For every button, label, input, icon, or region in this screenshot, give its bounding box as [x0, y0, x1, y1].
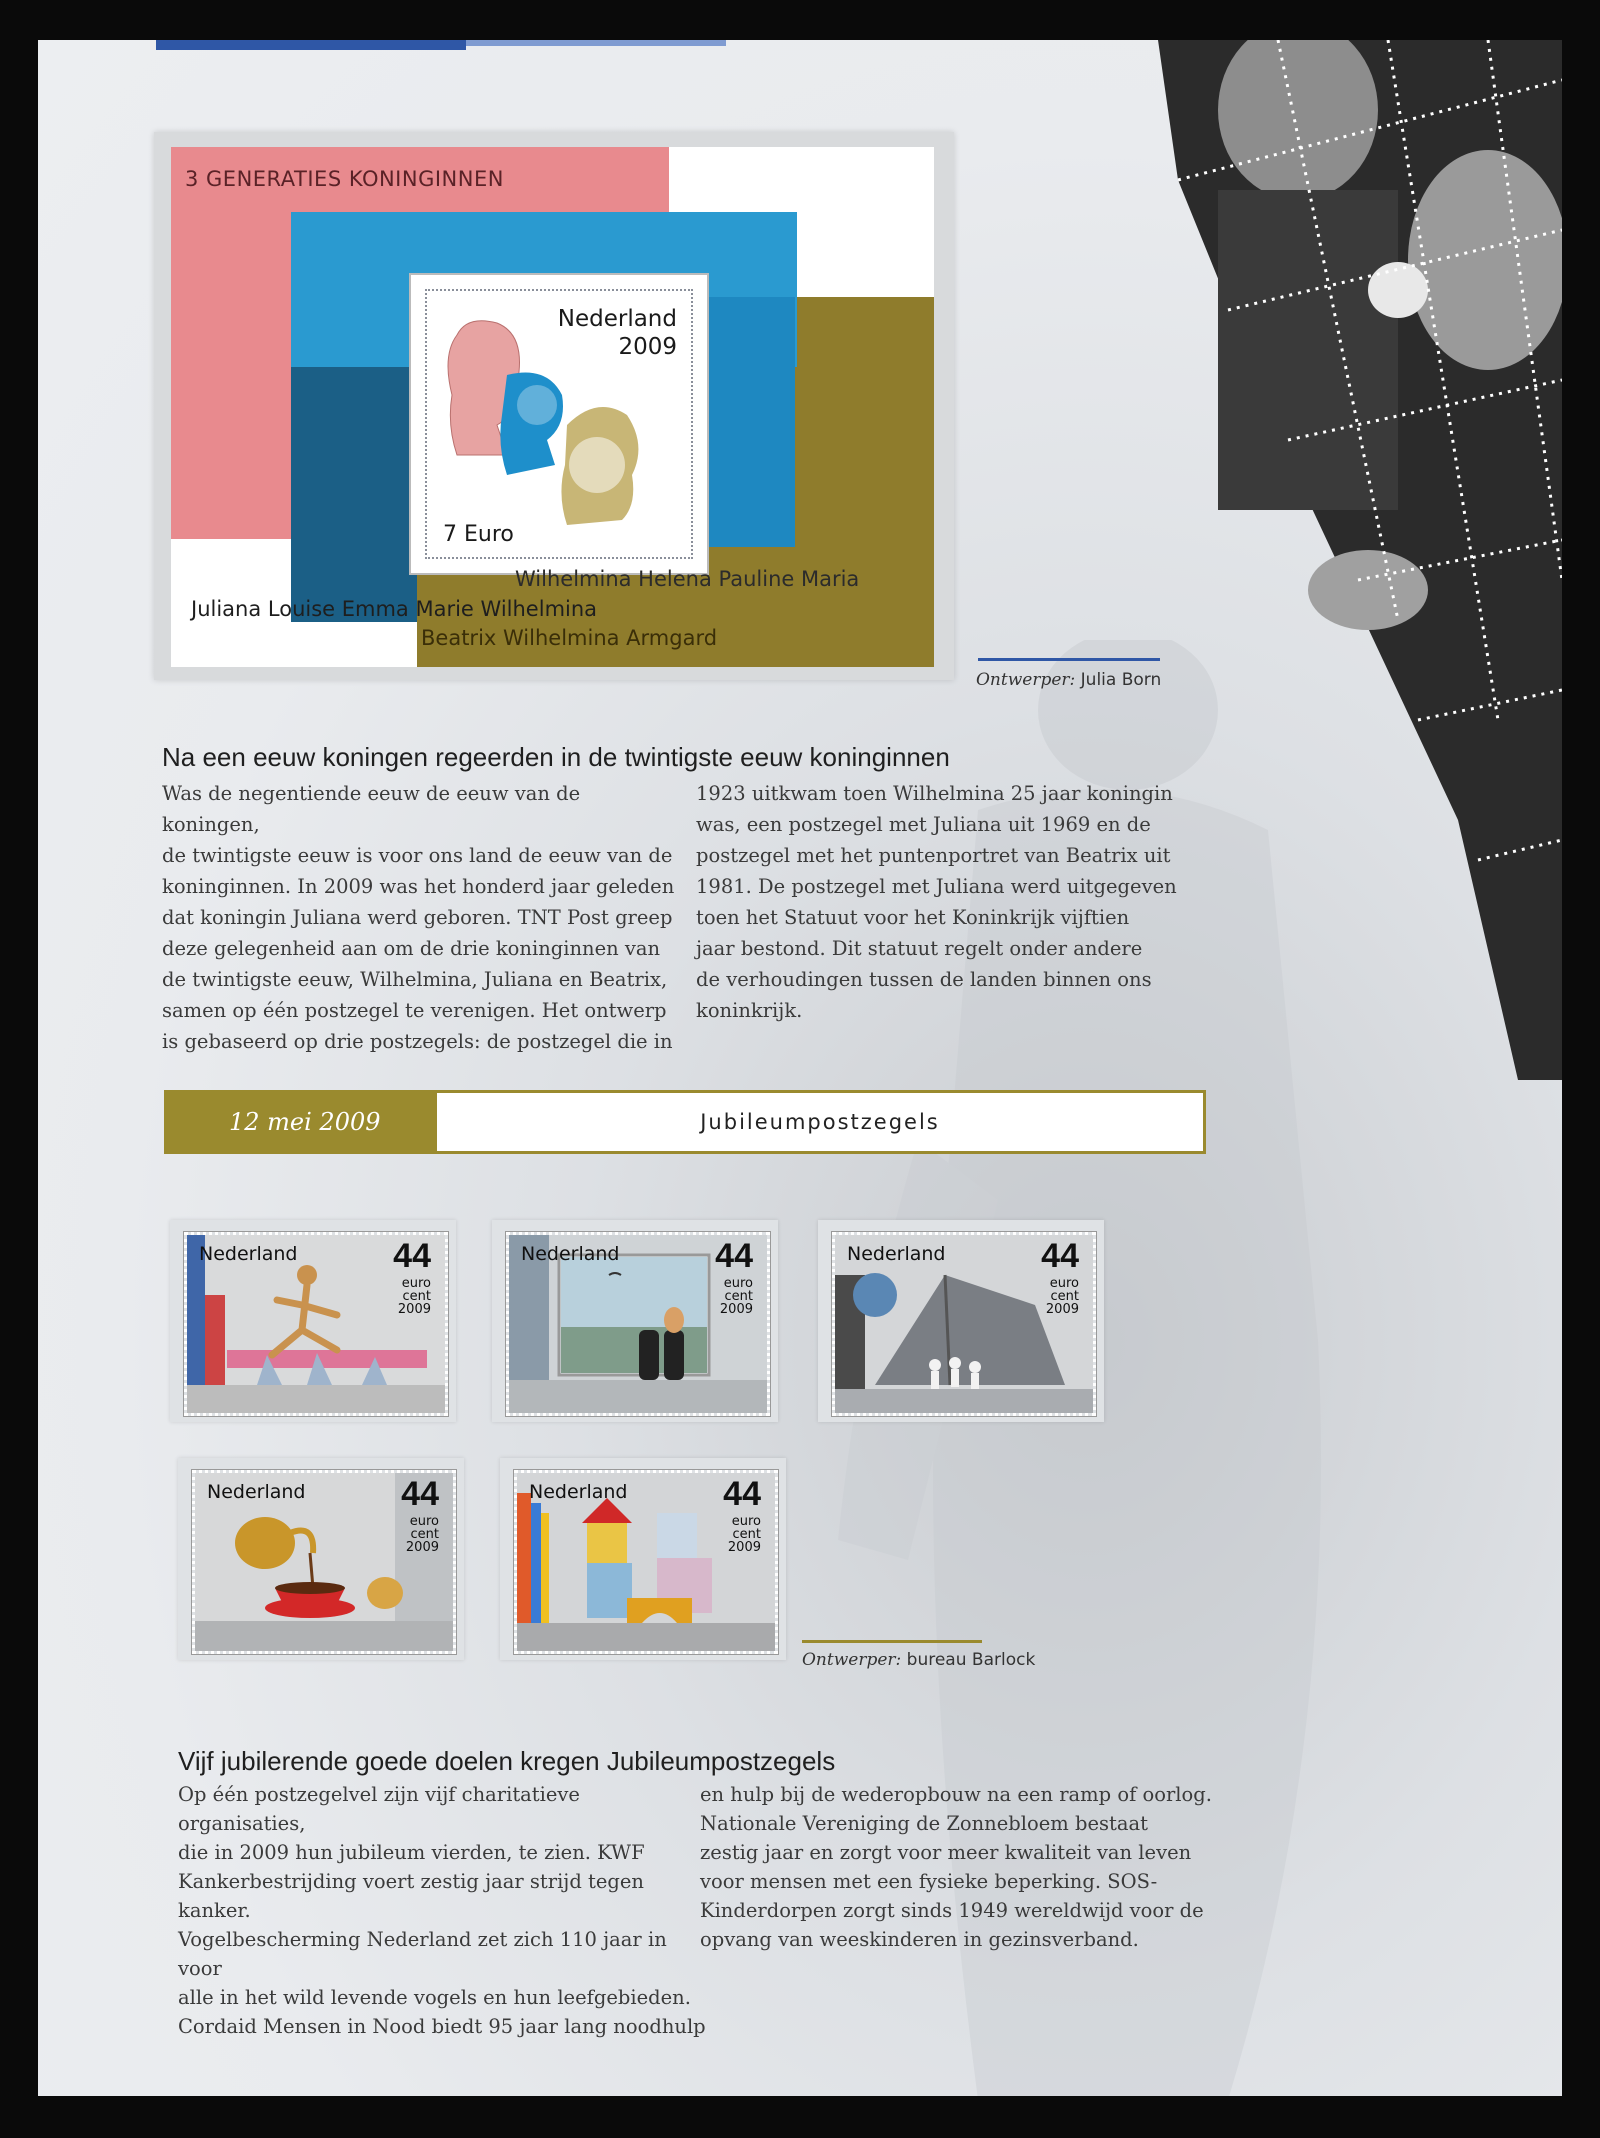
stamp-card	[178, 1458, 464, 1660]
stamp-country: Nederland	[207, 1481, 306, 1503]
background-photo-band	[1158, 40, 1562, 1080]
issue-banner	[164, 1090, 1206, 1154]
article-column-2: 1923 uitkwam toen Wilhelmina 25 jaar koningin was, een postzegel met Juliana uit 1969 en de postzegel met het puntenportret van Beatrix uit 1981. De postzegel met Juliana werd uitgegeven toen het Statuut voor het Koninkrijk vijftien jaar bestond. Dit statuut regelt onder andere de verhoudingen tussen de landen binnen ons koninkrijk.	[696, 782, 1177, 1022]
queens-stamp	[411, 275, 707, 573]
stamp-unit-euro: euro	[723, 1276, 753, 1291]
stamp-unit-euro: euro	[409, 1514, 439, 1529]
designer-credit	[976, 670, 1161, 690]
jubilee-stamp	[832, 1232, 1096, 1416]
stamp-unit-cent: cent	[402, 1289, 431, 1304]
stamp-unit-cent: cent	[410, 1527, 439, 1542]
stamp-unit-cent: cent	[724, 1289, 753, 1304]
credit-divider	[978, 658, 1160, 661]
jubilee-stamp	[192, 1470, 456, 1654]
top-accent-bar	[156, 40, 466, 50]
stamp-card	[818, 1220, 1104, 1422]
stamp-value: 44	[1041, 1237, 1079, 1275]
souvenir-sheet	[154, 132, 954, 680]
jubilee-stamp	[506, 1232, 770, 1416]
stamp-value: 44	[723, 1475, 761, 1513]
article-column-2: en hulp bij de wederopbouw na een ramp of oorlog. Nationale Vereniging de Zonnebloem bestaat zestig jaar en zorgt voor meer kwaliteit van leven voor mensen met een fysieke beperking. SOS- Kinderdorpen zorgt sinds 1949 wereldwijd voor de opvang van weeskinderen in gezinsverband.	[700, 1783, 1212, 1951]
article-heading: Vijf jubilerende goede doelen kregen Jubileumpostzegels	[178, 1746, 836, 1776]
stamp-unit-euro: euro	[731, 1514, 761, 1529]
credit-name: Julia Born	[1080, 670, 1162, 690]
stamp-unit-euro: euro	[401, 1276, 431, 1291]
stamp-country: Nederland	[557, 306, 677, 332]
designer-credit	[802, 1650, 1035, 1670]
stamp-unit-euro: euro	[1049, 1276, 1079, 1291]
stamp-card	[170, 1220, 456, 1422]
stamp-year: 2009	[727, 1540, 761, 1555]
stamp-card	[500, 1458, 786, 1660]
article-heading: Na een eeuw koningen regeerden in de twintigste eeuw koninginnen	[162, 742, 950, 772]
stamp-year: 2009	[397, 1302, 431, 1317]
issue-title: Jubileumpostzegels	[700, 1110, 940, 1134]
name-wilhelmina: Wilhelmina Helena Pauline Maria	[515, 567, 860, 591]
article-column-1: Op één postzegelvel zijn vijf charitatieve organisaties, die in 2009 hun jubileum vierden, te zien. KWF Kankerbestrijding voert zestig jaar strijd tegen kanker. Vogelbescherming Nederland zet zich 110 jaar in voor alle in het wild levende vogels en hun leefgebieden. Cordaid Mensen in Nood biedt 95 jaar lang noodhulp	[178, 1783, 706, 2038]
stamp-value: 44	[393, 1237, 431, 1275]
stamp-value: 44	[715, 1237, 753, 1275]
stamp-unit-cent: cent	[732, 1527, 761, 1542]
stamp-year: 2009	[719, 1302, 753, 1317]
stamp-year: 2009	[618, 334, 677, 360]
name-juliana: Juliana Louise Emma Marie Wilhelmina	[191, 597, 598, 621]
credit-divider	[802, 1640, 982, 1643]
stamp-year: 2009	[1045, 1302, 1079, 1317]
credit-label: Ontwerper:	[976, 670, 1076, 690]
album-page	[38, 40, 1562, 2096]
stamp-country: Nederland	[529, 1481, 628, 1503]
issue-date: 12 mei 2009	[167, 1093, 437, 1151]
stamp-value: 44	[401, 1475, 439, 1513]
stamp-country: Nederland	[199, 1243, 298, 1265]
stamp-value: 7 Euro	[443, 522, 514, 547]
stamp-unit-cent: cent	[1050, 1289, 1079, 1304]
stamp-country: Nederland	[847, 1243, 946, 1265]
jubilee-stamp	[514, 1470, 778, 1654]
stamp-country: Nederland	[521, 1243, 620, 1265]
sheet-title: 3 GENERATIES KONINGINNEN	[185, 167, 504, 191]
name-beatrix: Beatrix Wilhelmina Armgard	[421, 626, 718, 650]
credit-label: Ontwerper:	[802, 1650, 902, 1670]
article-column-1: Was de negentiende eeuw de eeuw van de koningen, de twintigste eeuw is voor ons land de eeuw van de koninginnen. In 2009 was het honderd jaar geleden dat koningin Juliana werd geboren. TNT Post greep deze gelegenheid aan om de drie koninginnen van de twintigste eeuw, Wilhelmina, Juliana en Beatrix, samen op één postzegel te verenigen. Het ontwerp is gebaseerd op drie postzegels: de postzegel die in	[162, 782, 675, 1053]
stamp-card	[492, 1220, 778, 1422]
credit-name: bureau Barlock	[906, 1650, 1036, 1670]
top-accent-bar-light	[466, 40, 726, 46]
stamp-year: 2009	[405, 1540, 439, 1555]
jubilee-stamp	[184, 1232, 448, 1416]
